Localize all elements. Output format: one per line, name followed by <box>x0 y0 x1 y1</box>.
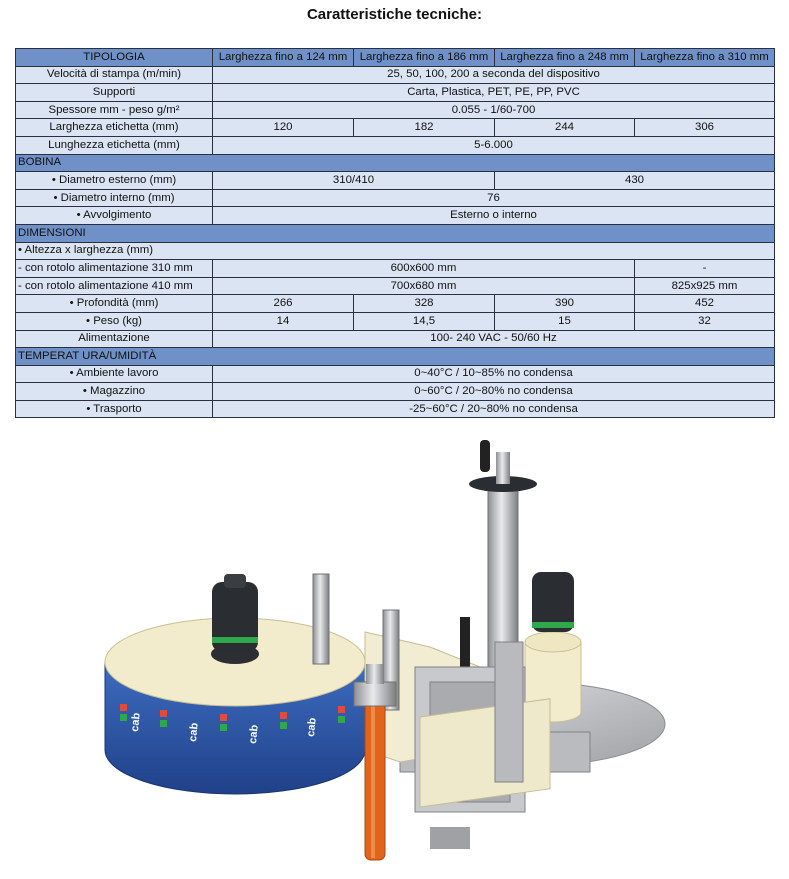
row-value: 25, 50, 100, 200 a seconda del dispositivo <box>213 66 775 84</box>
row-value: 120 <box>213 119 354 137</box>
row-label: Velocità di stampa (m/min) <box>16 66 213 84</box>
section-title: TEMPERAT URA/UMIDITÀ <box>16 348 775 366</box>
row-label: • Diametro interno (mm) <box>16 189 213 207</box>
row-value: 0~40°C / 10~85% no condensa <box>213 365 775 383</box>
row-value: 700x680 mm <box>213 277 635 295</box>
table-row <box>16 242 775 260</box>
row-value: 244 <box>495 119 635 137</box>
row-value: 600x600 mm <box>213 260 635 278</box>
row-label: Larghezza etichetta (mm) <box>16 119 213 137</box>
row-value: Carta, Plastica, PET, PE, PP, PVC <box>213 84 775 102</box>
row-label: • Trasporto <box>16 400 213 418</box>
label-dispenser-photo <box>100 432 670 872</box>
table-row <box>16 400 775 418</box>
table-row <box>16 260 775 278</box>
row-value: 0.055 - 1/60-700 <box>213 101 775 119</box>
table-row <box>16 365 775 383</box>
roll-brand-text: cab <box>129 712 143 733</box>
section-row-dimensioni <box>16 224 775 242</box>
table-row <box>16 136 775 154</box>
row-value: 310/410 <box>213 172 495 190</box>
row-label: - con rotolo alimentazione 410 mm <box>16 277 213 295</box>
row-label: • Peso (kg) <box>16 312 213 330</box>
table-row <box>16 295 775 313</box>
roll-brand-text: cab <box>305 717 319 738</box>
section-title: BOBINA <box>16 154 775 172</box>
header-cell: Larghezza fino a 310 mm <box>635 49 775 67</box>
header-cell: TIPOLOGIA <box>16 49 213 67</box>
row-label: • Altezza x larghezza (mm) <box>16 242 775 260</box>
header-cell: Larghezza fino a 124 mm <box>213 49 354 67</box>
row-value: 390 <box>495 295 635 313</box>
section-row-temperatura <box>16 348 775 366</box>
row-label: Alimentazione <box>16 330 213 348</box>
table-row <box>16 66 775 84</box>
row-value: Esterno o interno <box>213 207 775 225</box>
row-value: -25~60°C / 20~80% no condensa <box>213 400 775 418</box>
roll-spindle-knob <box>212 574 258 652</box>
table-row <box>16 119 775 137</box>
row-label: • Profondità (mm) <box>16 295 213 313</box>
header-cell: Larghezza fino a 248 mm <box>495 49 635 67</box>
table-header-row <box>16 49 775 67</box>
row-value: 5-6.000 <box>213 136 775 154</box>
table-row <box>16 189 775 207</box>
row-value: 182 <box>354 119 495 137</box>
header-cell: Larghezza fino a 186 mm <box>354 49 495 67</box>
row-value: 100- 240 VAC - 50/60 Hz <box>213 330 775 348</box>
row-value: 0~60°C / 20~80% no condensa <box>213 383 775 401</box>
row-label: Spessore mm - peso g/m² <box>16 101 213 119</box>
row-value: 32 <box>635 312 775 330</box>
row-value: 430 <box>495 172 775 190</box>
row-value: 14,5 <box>354 312 495 330</box>
table-row <box>16 84 775 102</box>
row-value: - <box>635 260 775 278</box>
row-label: Lunghezza etichetta (mm) <box>16 136 213 154</box>
row-label: • Diametro esterno (mm) <box>16 172 213 190</box>
table-row <box>16 172 775 190</box>
section-title: DIMENSIONI <box>16 224 775 242</box>
row-label: • Ambiente lavoro <box>16 365 213 383</box>
row-label: Supporti <box>16 84 213 102</box>
row-label: • Avvolgimento <box>16 207 213 225</box>
roll-brand-text: cab <box>247 724 261 745</box>
roll-brand-text: cab <box>187 722 201 743</box>
table-row <box>16 330 775 348</box>
table-row <box>16 383 775 401</box>
row-value: 306 <box>635 119 775 137</box>
table-row <box>16 207 775 225</box>
row-label: • Magazzino <box>16 383 213 401</box>
row-value: 76 <box>213 189 775 207</box>
spec-table <box>15 48 775 418</box>
row-label: - con rotolo alimentazione 310 mm <box>16 260 213 278</box>
rewind-roll <box>525 572 581 722</box>
row-value: 266 <box>213 295 354 313</box>
section-row-bobina <box>16 154 775 172</box>
table-row <box>16 277 775 295</box>
row-value: 328 <box>354 295 495 313</box>
row-value: 14 <box>213 312 354 330</box>
table-row <box>16 101 775 119</box>
row-value: 452 <box>635 295 775 313</box>
table-row <box>16 312 775 330</box>
row-value: 825x925 mm <box>635 277 775 295</box>
vertical-column <box>469 440 537 667</box>
row-value: 15 <box>495 312 635 330</box>
page-title: Caratteristiche tecniche: <box>306 6 483 23</box>
